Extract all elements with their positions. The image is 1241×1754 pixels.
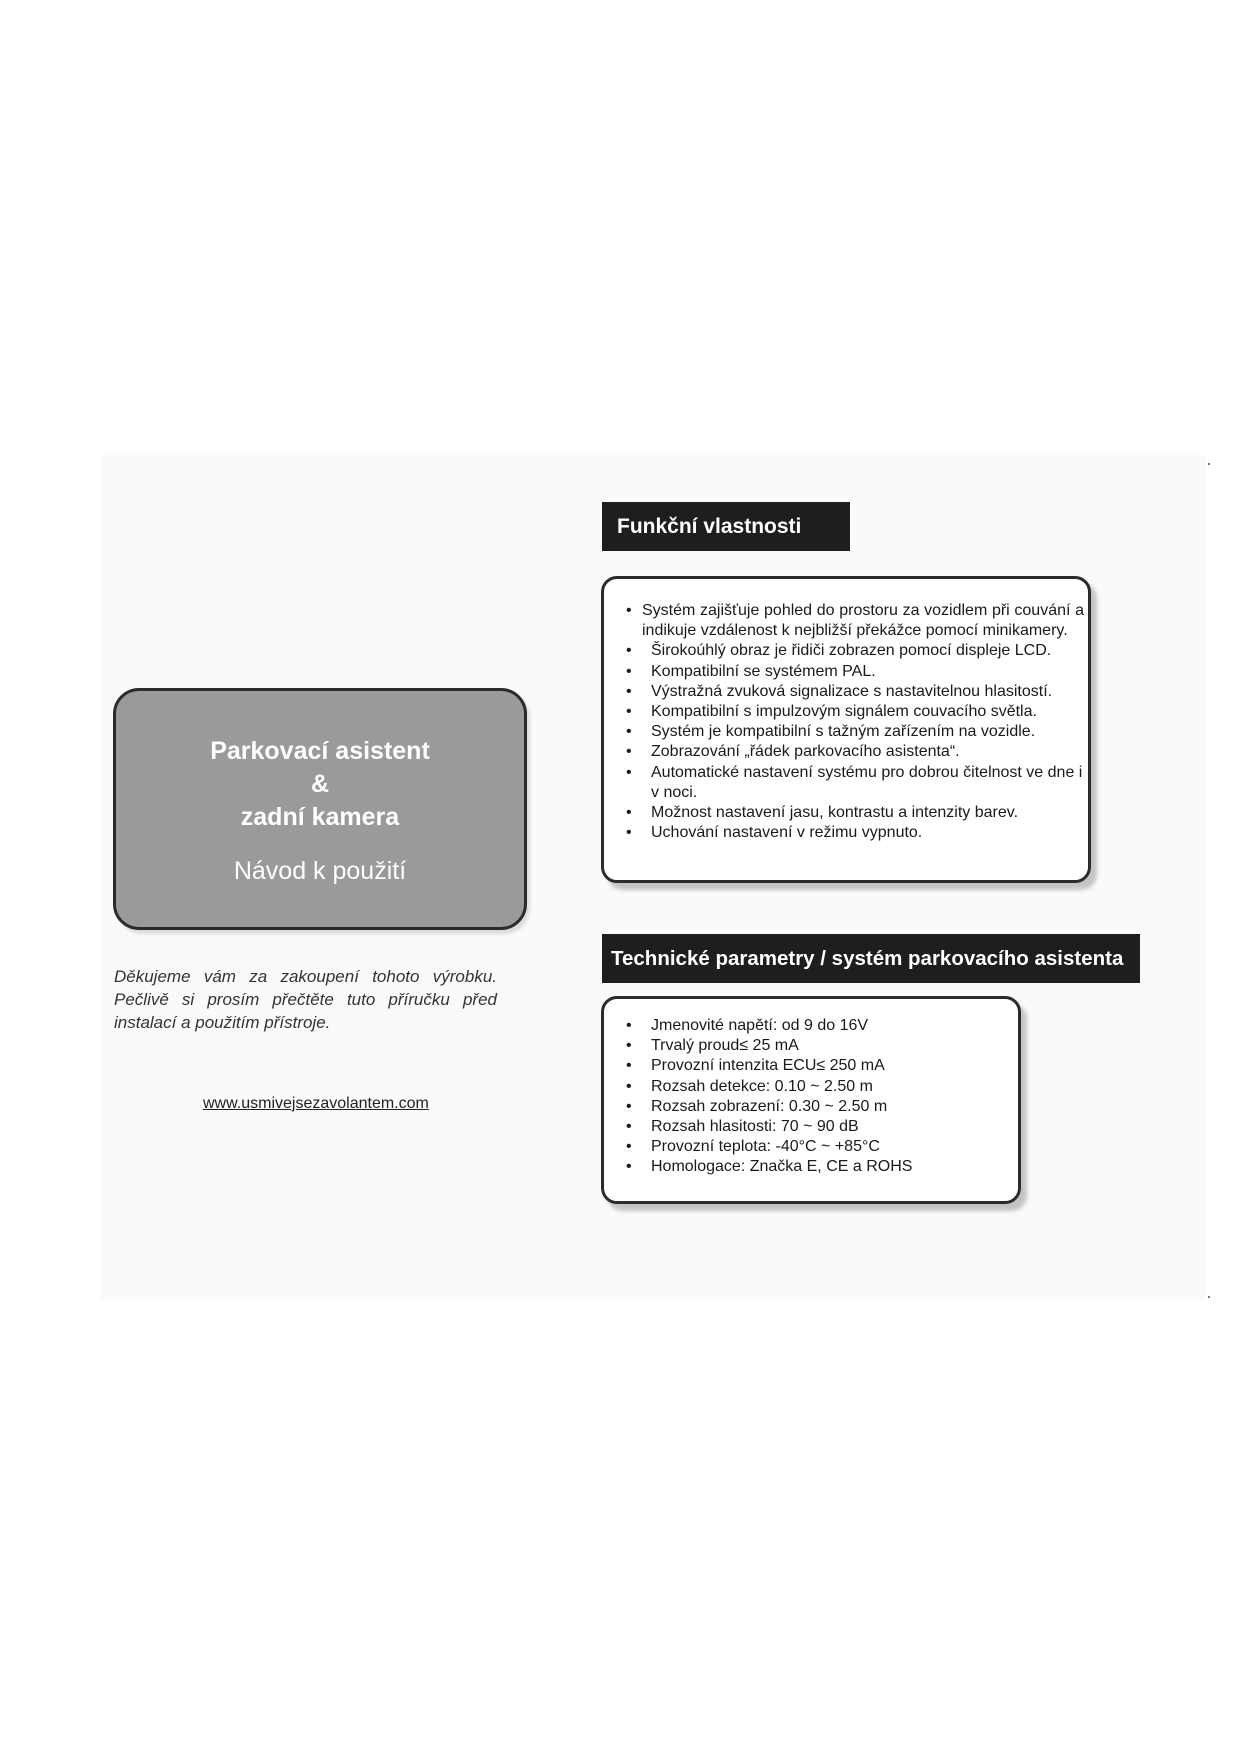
- features-heading: Funkční vlastnosti: [602, 502, 850, 551]
- feature-item: • Uchování nastavení v režimu vypnuto.: [624, 823, 1084, 843]
- cover-title-line2: &: [310, 770, 330, 798]
- cover-title-box: [113, 688, 527, 930]
- cover-subtitle: Návod k použití: [233, 857, 407, 885]
- feature-item: • Výstražná zvuková signalizace s nastavitelnou hlasitostí.: [624, 682, 1084, 702]
- spec-item: • Jmenovité napětí: od 9 do 16V: [624, 1016, 1004, 1036]
- specs-heading: Technické parametry / systém parkovacího asistenta: [602, 934, 1140, 983]
- feature-item: • Kompatibilní se systémem PAL.: [624, 662, 1084, 682]
- specs-box: [601, 996, 1021, 1204]
- spec-item: • Rozsah hlasitosti: 70 ~ 90 dB: [624, 1117, 1004, 1137]
- spec-item: • Trvalý proud≤ 25 mA: [624, 1036, 1004, 1056]
- feature-item: • Automatické nastavení systému pro dobrou čitelnost ve dne i v noci.: [624, 763, 1084, 803]
- spec-item: • Rozsah zobrazení: 0.30 ~ 2.50 m: [624, 1097, 1004, 1117]
- specs-list: [624, 1016, 1004, 1178]
- cover-title: [116, 735, 524, 834]
- scan-speck: [1208, 463, 1210, 465]
- scan-speck: [1208, 1296, 1210, 1298]
- cover-title-line3: zadní kamera: [240, 803, 400, 831]
- thank-you-line2: Pečlivě si prosím přečtěte tuto příručku před: [114, 990, 497, 1009]
- spec-item: • Provozní teplota: -40°C ~ +85°C: [624, 1137, 1004, 1157]
- features-list: [624, 601, 1084, 843]
- cover-title-line1: Parkovací asistent: [210, 737, 430, 765]
- feature-item: • Kompatibilní s impulzovým signálem couvacího světla.: [624, 702, 1084, 722]
- feature-item: • Systém je kompatibilní s tažným zařízením na vozidle.: [624, 722, 1084, 742]
- spec-item: • Provozní intenzita ECU≤ 250 mA: [624, 1056, 1004, 1076]
- thank-you-line3: instalací a použitím přístroje.: [114, 1013, 331, 1032]
- features-box: [601, 576, 1091, 883]
- spec-item: • Rozsah detekce: 0.10 ~ 2.50 m: [624, 1077, 1004, 1097]
- feature-item: • Širokoúhlý obraz je řidiči zobrazen pomocí displeje LCD.: [624, 641, 1084, 661]
- feature-item: • Systém zajišťuje pohled do prostoru za vozidlem při couvání a indikuje vzdálenost k nejbližší překážce pomocí minikamery.: [624, 601, 1084, 641]
- feature-item: • Zobrazování „řádek parkovacího asistenta“.: [624, 742, 1084, 762]
- website-link[interactable]: www.usmivejsezavolantem.com: [203, 1095, 429, 1112]
- feature-item: • Možnost nastavení jasu, kontrastu a intenzity barev.: [624, 803, 1084, 823]
- thank-you-line1: Děkujeme vám za zakoupení tohoto výrobku.: [114, 967, 497, 986]
- thank-you-note: [114, 965, 497, 1034]
- spec-item: • Homologace: Značka E, CE a ROHS: [624, 1157, 1004, 1177]
